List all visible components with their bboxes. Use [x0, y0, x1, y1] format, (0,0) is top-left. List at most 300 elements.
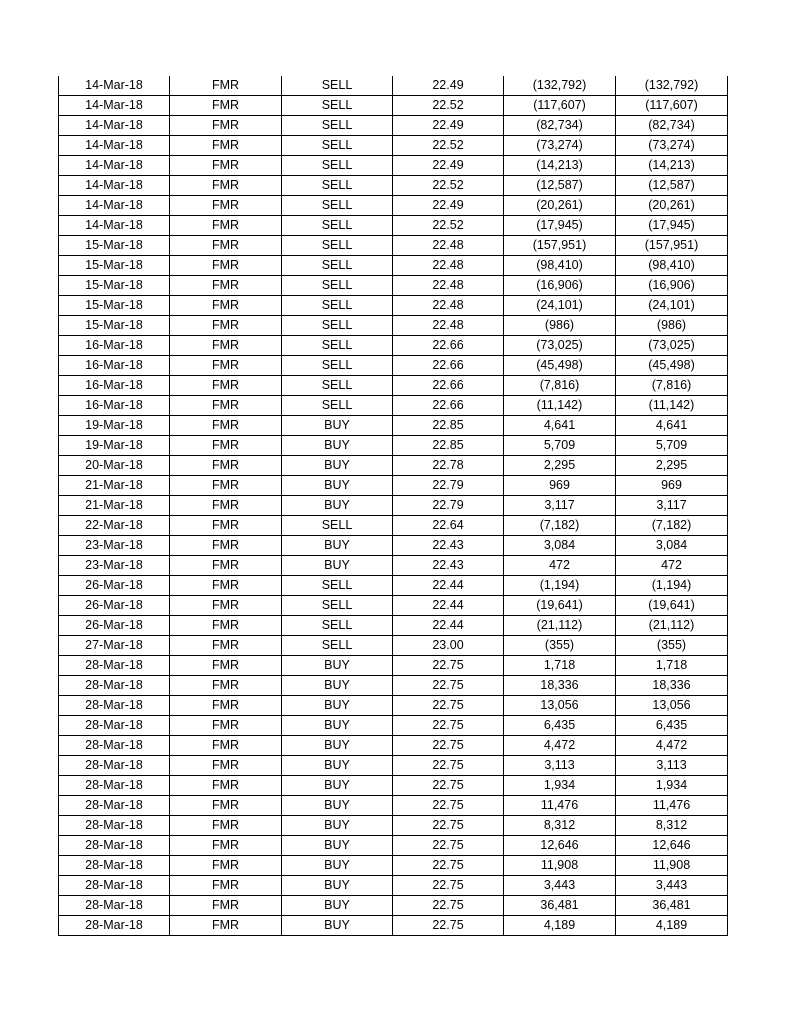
shares-cell: (11,142) [504, 396, 616, 416]
date-cell: 27-Mar-18 [59, 636, 170, 656]
shares-cell: (12,587) [504, 176, 616, 196]
price-cell: 22.75 [393, 656, 504, 676]
price-cell: 22.79 [393, 476, 504, 496]
holder-cell: FMR [170, 736, 282, 756]
table-row [59, 296, 728, 316]
price-cell: 22.75 [393, 676, 504, 696]
shares-cell: (98,410) [504, 256, 616, 276]
shares-cell: (20,261) [504, 196, 616, 216]
holder-cell: FMR [170, 196, 282, 216]
table-row [59, 556, 728, 576]
date-cell: 28-Mar-18 [59, 816, 170, 836]
shares-cell: 13,056 [504, 696, 616, 716]
holder-cell: FMR [170, 416, 282, 436]
action-cell: SELL [282, 156, 393, 176]
table-row [59, 776, 728, 796]
holder-cell: FMR [170, 756, 282, 776]
holder-cell: FMR [170, 376, 282, 396]
shares-total-cell: (355) [616, 636, 728, 656]
date-cell: 28-Mar-18 [59, 876, 170, 896]
date-cell: 19-Mar-18 [59, 436, 170, 456]
table-row [59, 736, 728, 756]
shares-cell: (16,906) [504, 276, 616, 296]
holder-cell: FMR [170, 596, 282, 616]
holder-cell: FMR [170, 656, 282, 676]
shares-total-cell: 969 [616, 476, 728, 496]
shares-cell: (132,792) [504, 76, 616, 96]
shares-total-cell: 1,718 [616, 656, 728, 676]
price-cell: 22.75 [393, 876, 504, 896]
shares-total-cell: 472 [616, 556, 728, 576]
shares-cell: (45,498) [504, 356, 616, 376]
date-cell: 28-Mar-18 [59, 696, 170, 716]
action-cell: BUY [282, 696, 393, 716]
date-cell: 15-Mar-18 [59, 256, 170, 276]
date-cell: 28-Mar-18 [59, 736, 170, 756]
action-cell: SELL [282, 216, 393, 236]
price-cell: 22.48 [393, 236, 504, 256]
price-cell: 22.49 [393, 156, 504, 176]
action-cell: SELL [282, 256, 393, 276]
shares-total-cell: (73,025) [616, 336, 728, 356]
price-cell: 22.75 [393, 896, 504, 916]
action-cell: BUY [282, 536, 393, 556]
table-row [59, 676, 728, 696]
date-cell: 14-Mar-18 [59, 176, 170, 196]
shares-total-cell: 4,641 [616, 416, 728, 436]
shares-cell: 5,709 [504, 436, 616, 456]
date-cell: 28-Mar-18 [59, 856, 170, 876]
date-cell: 28-Mar-18 [59, 776, 170, 796]
date-cell: 26-Mar-18 [59, 616, 170, 636]
action-cell: BUY [282, 876, 393, 896]
shares-total-cell: (82,734) [616, 116, 728, 136]
table-row [59, 656, 728, 676]
action-cell: BUY [282, 816, 393, 836]
table-row [59, 436, 728, 456]
price-cell: 22.66 [393, 336, 504, 356]
action-cell: BUY [282, 716, 393, 736]
holder-cell: FMR [170, 836, 282, 856]
shares-cell: (19,641) [504, 596, 616, 616]
shares-total-cell: (16,906) [616, 276, 728, 296]
date-cell: 14-Mar-18 [59, 196, 170, 216]
shares-total-cell: 6,435 [616, 716, 728, 736]
price-cell: 22.75 [393, 756, 504, 776]
date-cell: 23-Mar-18 [59, 556, 170, 576]
action-cell: BUY [282, 916, 393, 936]
table-row [59, 256, 728, 276]
date-cell: 15-Mar-18 [59, 316, 170, 336]
price-cell: 22.43 [393, 556, 504, 576]
holder-cell: FMR [170, 456, 282, 476]
action-cell: BUY [282, 736, 393, 756]
shares-cell: 12,646 [504, 836, 616, 856]
table-row [59, 96, 728, 116]
shares-total-cell: 18,336 [616, 676, 728, 696]
action-cell: SELL [282, 276, 393, 296]
action-cell: BUY [282, 436, 393, 456]
shares-cell: 1,934 [504, 776, 616, 796]
shares-total-cell: 11,908 [616, 856, 728, 876]
shares-total-cell: (98,410) [616, 256, 728, 276]
date-cell: 28-Mar-18 [59, 676, 170, 696]
action-cell: BUY [282, 416, 393, 436]
shares-cell: 3,084 [504, 536, 616, 556]
holder-cell: FMR [170, 176, 282, 196]
shares-cell: (17,945) [504, 216, 616, 236]
holder-cell: FMR [170, 396, 282, 416]
shares-total-cell: (14,213) [616, 156, 728, 176]
action-cell: SELL [282, 196, 393, 216]
price-cell: 22.43 [393, 536, 504, 556]
shares-cell: 8,312 [504, 816, 616, 836]
holder-cell: FMR [170, 516, 282, 536]
date-cell: 26-Mar-18 [59, 596, 170, 616]
date-cell: 26-Mar-18 [59, 576, 170, 596]
holder-cell: FMR [170, 436, 282, 456]
shares-cell: 472 [504, 556, 616, 576]
holder-cell: FMR [170, 916, 282, 936]
shares-cell: (157,951) [504, 236, 616, 256]
action-cell: SELL [282, 356, 393, 376]
table-row [59, 376, 728, 396]
table-row [59, 176, 728, 196]
holder-cell: FMR [170, 616, 282, 636]
table-row [59, 536, 728, 556]
action-cell: BUY [282, 456, 393, 476]
shares-cell: 11,908 [504, 856, 616, 876]
price-cell: 22.48 [393, 296, 504, 316]
table-row [59, 696, 728, 716]
date-cell: 14-Mar-18 [59, 136, 170, 156]
price-cell: 22.79 [393, 496, 504, 516]
shares-total-cell: 3,084 [616, 536, 728, 556]
shares-cell: 36,481 [504, 896, 616, 916]
table-row [59, 496, 728, 516]
price-cell: 22.85 [393, 436, 504, 456]
action-cell: SELL [282, 96, 393, 116]
shares-cell: (1,194) [504, 576, 616, 596]
date-cell: 16-Mar-18 [59, 376, 170, 396]
table-row [59, 456, 728, 476]
price-cell: 22.44 [393, 576, 504, 596]
holder-cell: FMR [170, 796, 282, 816]
shares-cell: (14,213) [504, 156, 616, 176]
date-cell: 28-Mar-18 [59, 836, 170, 856]
table-row [59, 356, 728, 376]
shares-total-cell: (7,182) [616, 516, 728, 536]
date-cell: 21-Mar-18 [59, 476, 170, 496]
date-cell: 14-Mar-18 [59, 96, 170, 116]
holder-cell: FMR [170, 816, 282, 836]
shares-cell: (355) [504, 636, 616, 656]
date-cell: 14-Mar-18 [59, 116, 170, 136]
holder-cell: FMR [170, 296, 282, 316]
price-cell: 22.75 [393, 776, 504, 796]
action-cell: SELL [282, 336, 393, 356]
action-cell: SELL [282, 636, 393, 656]
price-cell: 22.75 [393, 696, 504, 716]
action-cell: SELL [282, 596, 393, 616]
price-cell: 22.52 [393, 136, 504, 156]
action-cell: SELL [282, 176, 393, 196]
date-cell: 28-Mar-18 [59, 896, 170, 916]
shares-cell: 1,718 [504, 656, 616, 676]
shares-total-cell: (17,945) [616, 216, 728, 236]
price-cell: 22.48 [393, 316, 504, 336]
table-row [59, 876, 728, 896]
action-cell: BUY [282, 656, 393, 676]
shares-cell: (24,101) [504, 296, 616, 316]
shares-total-cell: 13,056 [616, 696, 728, 716]
shares-total-cell: 11,476 [616, 796, 728, 816]
shares-total-cell: 8,312 [616, 816, 728, 836]
table-row [59, 916, 728, 936]
holder-cell: FMR [170, 576, 282, 596]
price-cell: 22.52 [393, 96, 504, 116]
table-row [59, 616, 728, 636]
holder-cell: FMR [170, 316, 282, 336]
shares-cell: 3,113 [504, 756, 616, 776]
price-cell: 22.75 [393, 736, 504, 756]
action-cell: SELL [282, 236, 393, 256]
action-cell: SELL [282, 136, 393, 156]
action-cell: BUY [282, 476, 393, 496]
holder-cell: FMR [170, 876, 282, 896]
shares-total-cell: (7,816) [616, 376, 728, 396]
shares-cell: 4,641 [504, 416, 616, 436]
transactions-table-body [59, 76, 728, 936]
shares-total-cell: (986) [616, 316, 728, 336]
shares-total-cell: 3,443 [616, 876, 728, 896]
date-cell: 15-Mar-18 [59, 296, 170, 316]
action-cell: SELL [282, 316, 393, 336]
transactions-table [58, 76, 728, 936]
table-row [59, 196, 728, 216]
price-cell: 22.44 [393, 616, 504, 636]
holder-cell: FMR [170, 676, 282, 696]
date-cell: 28-Mar-18 [59, 756, 170, 776]
table-row [59, 396, 728, 416]
shares-cell: (73,274) [504, 136, 616, 156]
action-cell: BUY [282, 896, 393, 916]
price-cell: 22.49 [393, 76, 504, 96]
shares-total-cell: (45,498) [616, 356, 728, 376]
shares-cell: 969 [504, 476, 616, 496]
holder-cell: FMR [170, 276, 282, 296]
shares-total-cell: 3,113 [616, 756, 728, 776]
table-row [59, 216, 728, 236]
price-cell: 22.66 [393, 396, 504, 416]
holder-cell: FMR [170, 556, 282, 576]
table-row [59, 576, 728, 596]
shares-total-cell: 12,646 [616, 836, 728, 856]
price-cell: 22.75 [393, 796, 504, 816]
shares-total-cell: (19,641) [616, 596, 728, 616]
holder-cell: FMR [170, 256, 282, 276]
shares-total-cell: (132,792) [616, 76, 728, 96]
price-cell: 22.52 [393, 176, 504, 196]
shares-total-cell: 1,934 [616, 776, 728, 796]
shares-total-cell: 2,295 [616, 456, 728, 476]
price-cell: 22.66 [393, 356, 504, 376]
shares-cell: 3,443 [504, 876, 616, 896]
price-cell: 22.48 [393, 276, 504, 296]
price-cell: 22.75 [393, 856, 504, 876]
shares-total-cell: (11,142) [616, 396, 728, 416]
price-cell: 22.75 [393, 916, 504, 936]
table-row [59, 516, 728, 536]
holder-cell: FMR [170, 696, 282, 716]
table-row [59, 716, 728, 736]
date-cell: 14-Mar-18 [59, 216, 170, 236]
shares-cell: 4,189 [504, 916, 616, 936]
price-cell: 22.66 [393, 376, 504, 396]
holder-cell: FMR [170, 76, 282, 96]
shares-cell: (82,734) [504, 116, 616, 136]
action-cell: BUY [282, 496, 393, 516]
table-row [59, 336, 728, 356]
date-cell: 19-Mar-18 [59, 416, 170, 436]
shares-cell: 6,435 [504, 716, 616, 736]
date-cell: 23-Mar-18 [59, 536, 170, 556]
shares-cell: (21,112) [504, 616, 616, 636]
shares-cell: (117,607) [504, 96, 616, 116]
shares-cell: 11,476 [504, 796, 616, 816]
holder-cell: FMR [170, 476, 282, 496]
shares-total-cell: (117,607) [616, 96, 728, 116]
action-cell: SELL [282, 76, 393, 96]
date-cell: 14-Mar-18 [59, 156, 170, 176]
table-row [59, 136, 728, 156]
shares-total-cell: 3,117 [616, 496, 728, 516]
table-row [59, 756, 728, 776]
holder-cell: FMR [170, 116, 282, 136]
table-row [59, 316, 728, 336]
holder-cell: FMR [170, 896, 282, 916]
price-cell: 23.00 [393, 636, 504, 656]
date-cell: 21-Mar-18 [59, 496, 170, 516]
action-cell: BUY [282, 776, 393, 796]
shares-total-cell: 36,481 [616, 896, 728, 916]
action-cell: SELL [282, 616, 393, 636]
price-cell: 22.75 [393, 716, 504, 736]
shares-cell: 2,295 [504, 456, 616, 476]
holder-cell: FMR [170, 856, 282, 876]
action-cell: BUY [282, 676, 393, 696]
table-row [59, 816, 728, 836]
shares-cell: 3,117 [504, 496, 616, 516]
price-cell: 22.49 [393, 196, 504, 216]
holder-cell: FMR [170, 496, 282, 516]
shares-total-cell: (20,261) [616, 196, 728, 216]
price-cell: 22.85 [393, 416, 504, 436]
holder-cell: FMR [170, 96, 282, 116]
holder-cell: FMR [170, 636, 282, 656]
holder-cell: FMR [170, 776, 282, 796]
shares-total-cell: (21,112) [616, 616, 728, 636]
action-cell: SELL [282, 396, 393, 416]
holder-cell: FMR [170, 356, 282, 376]
holder-cell: FMR [170, 216, 282, 236]
holder-cell: FMR [170, 156, 282, 176]
price-cell: 22.52 [393, 216, 504, 236]
date-cell: 28-Mar-18 [59, 716, 170, 736]
date-cell: 22-Mar-18 [59, 516, 170, 536]
table-row [59, 856, 728, 876]
price-cell: 22.49 [393, 116, 504, 136]
price-cell: 22.78 [393, 456, 504, 476]
table-row [59, 116, 728, 136]
price-cell: 22.48 [393, 256, 504, 276]
shares-cell: 18,336 [504, 676, 616, 696]
shares-cell: (7,816) [504, 376, 616, 396]
table-row [59, 476, 728, 496]
action-cell: BUY [282, 856, 393, 876]
table-row [59, 156, 728, 176]
date-cell: 28-Mar-18 [59, 656, 170, 676]
table-row [59, 896, 728, 916]
shares-total-cell: (73,274) [616, 136, 728, 156]
date-cell: 16-Mar-18 [59, 336, 170, 356]
holder-cell: FMR [170, 536, 282, 556]
action-cell: BUY [282, 556, 393, 576]
table-row [59, 636, 728, 656]
date-cell: 15-Mar-18 [59, 236, 170, 256]
shares-total-cell: 4,472 [616, 736, 728, 756]
action-cell: BUY [282, 836, 393, 856]
table-row [59, 836, 728, 856]
shares-total-cell: (12,587) [616, 176, 728, 196]
date-cell: 16-Mar-18 [59, 356, 170, 376]
date-cell: 14-Mar-18 [59, 76, 170, 96]
holder-cell: FMR [170, 236, 282, 256]
holder-cell: FMR [170, 336, 282, 356]
table-row [59, 796, 728, 816]
action-cell: SELL [282, 296, 393, 316]
shares-total-cell: 5,709 [616, 436, 728, 456]
table-row [59, 76, 728, 96]
shares-total-cell: (157,951) [616, 236, 728, 256]
date-cell: 28-Mar-18 [59, 796, 170, 816]
date-cell: 20-Mar-18 [59, 456, 170, 476]
table-row [59, 596, 728, 616]
price-cell: 22.44 [393, 596, 504, 616]
price-cell: 22.64 [393, 516, 504, 536]
action-cell: SELL [282, 116, 393, 136]
shares-cell: (7,182) [504, 516, 616, 536]
action-cell: BUY [282, 756, 393, 776]
holder-cell: FMR [170, 716, 282, 736]
shares-cell: (986) [504, 316, 616, 336]
price-cell: 22.75 [393, 836, 504, 856]
table-row [59, 276, 728, 296]
price-cell: 22.75 [393, 816, 504, 836]
date-cell: 16-Mar-18 [59, 396, 170, 416]
table-row [59, 236, 728, 256]
shares-cell: 4,472 [504, 736, 616, 756]
action-cell: SELL [282, 376, 393, 396]
action-cell: SELL [282, 576, 393, 596]
action-cell: BUY [282, 796, 393, 816]
shares-total-cell: (1,194) [616, 576, 728, 596]
shares-total-cell: (24,101) [616, 296, 728, 316]
table-row [59, 416, 728, 436]
date-cell: 15-Mar-18 [59, 276, 170, 296]
holder-cell: FMR [170, 136, 282, 156]
action-cell: SELL [282, 516, 393, 536]
